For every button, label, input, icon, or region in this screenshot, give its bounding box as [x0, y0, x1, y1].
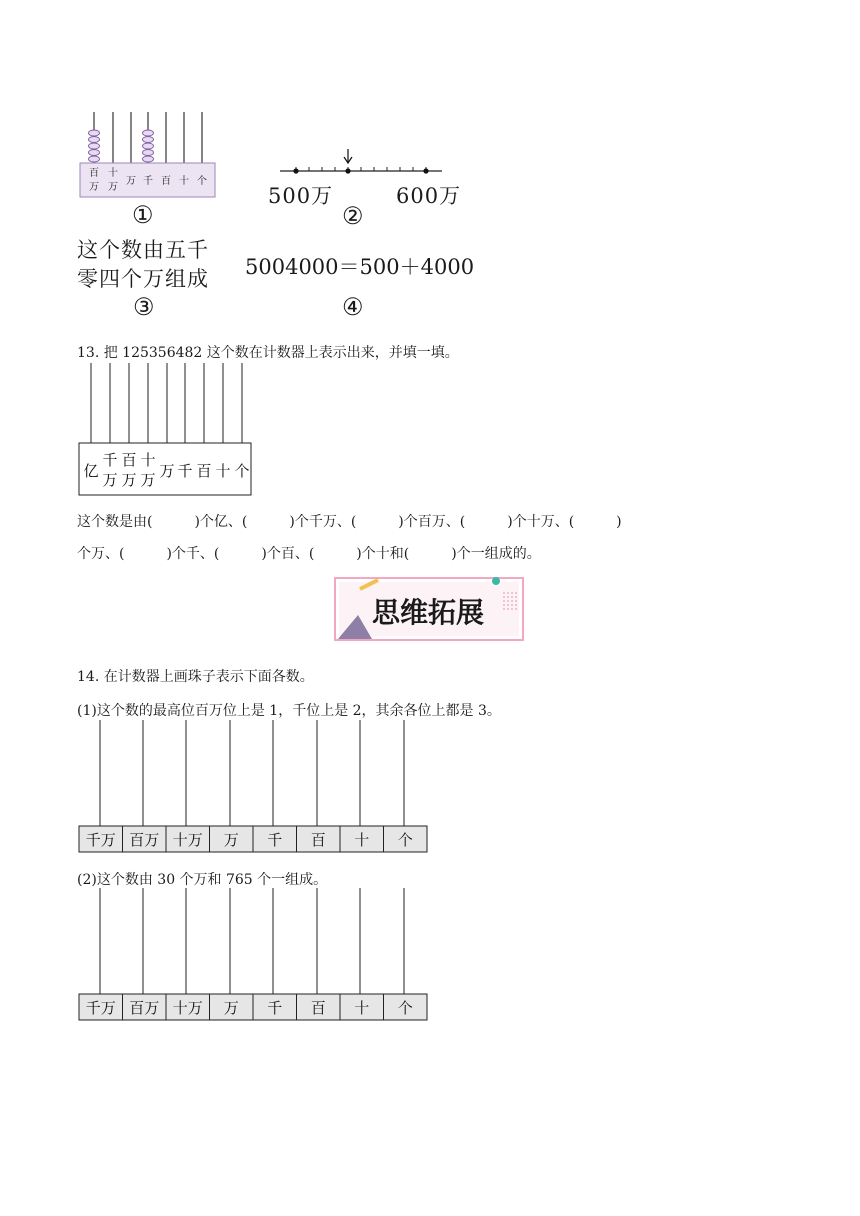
abacus-13-label: 千	[102, 451, 118, 469]
abacus-14-label: 个	[397, 831, 413, 849]
banner-dot	[503, 604, 505, 606]
abacus-13-label: 个	[234, 462, 250, 480]
question-14-part-1: (1)这个数的最高位百万位上是 1，千位上是 2，其余各位上都是 3。	[77, 703, 501, 719]
abacus-14-label: 千万	[85, 999, 116, 1017]
abacus-13-label: 亿	[83, 462, 99, 480]
banner-dot	[507, 600, 509, 602]
number-line-right-label: 600万	[396, 184, 462, 208]
figure-1	[70, 108, 230, 233]
abacus-14-label: 十	[354, 831, 370, 849]
figure-2-number: ②	[342, 202, 364, 230]
arrow-down-icon	[344, 149, 352, 163]
abacus-1-label: 十	[108, 168, 118, 179]
question-14-part-2: (2)这个数由 30 个万和 765 个一组成。	[77, 872, 328, 888]
figure-3-number: ③	[133, 293, 155, 321]
abacus-14-label: 万	[223, 999, 239, 1017]
figure-3-line-1: 这个数由五千	[77, 238, 209, 262]
abacus-14-label: 个	[397, 999, 413, 1017]
question-14-title: 14. 在计数器上画珠子表示下面各数。	[77, 669, 314, 685]
abacus-1-bead	[143, 150, 154, 156]
abacus-1-bead	[89, 156, 100, 162]
abacus-13-label: 十	[140, 451, 156, 469]
figure-3-line-2: 零四个万组成	[77, 267, 209, 291]
banner-dot	[503, 592, 505, 594]
abacus-1-label: 十	[179, 176, 189, 187]
abacus-1-bead	[89, 143, 100, 149]
abacus-1-bead	[143, 156, 154, 162]
abacus-13-label: 万	[159, 462, 175, 480]
banner-dot	[511, 604, 513, 606]
banner-dot	[515, 608, 517, 610]
banner-dot	[515, 592, 517, 594]
abacus-1-label: 百	[89, 168, 99, 179]
abacus-14-label: 千	[267, 831, 283, 849]
banner-dot	[511, 592, 513, 594]
banner-dot	[515, 600, 517, 602]
banner-dot	[511, 600, 513, 602]
abacus-1-label: 万	[108, 182, 118, 193]
thinking-extension-banner	[334, 575, 526, 643]
question-13-fill-line-2[interactable]: 个万、( )个千、( )个百、( )个十和( )个一组成的。	[77, 546, 541, 562]
banner-dot	[507, 608, 509, 610]
abacus-1-label: 个	[197, 176, 207, 187]
question-13-title: 13. 把 125356482 这个数在计数器上表示出来，并填一填。	[77, 345, 459, 361]
abacus-1-bead	[143, 130, 154, 136]
abacus-13-label: 千	[177, 462, 193, 480]
abacus-1-bead	[89, 137, 100, 143]
abacus-1-bead	[143, 143, 154, 149]
figure-4-equation: 5004000＝500＋4000	[245, 255, 475, 279]
figure-2	[262, 140, 462, 235]
abacus-1-bead	[89, 130, 100, 136]
banner-dot	[507, 592, 509, 594]
abacus-14-label: 千万	[85, 831, 116, 849]
banner-dot	[515, 604, 517, 606]
banner-dot	[503, 596, 505, 598]
abacus-13-label: 万	[140, 471, 156, 489]
banner-dot	[507, 604, 509, 606]
banner-dot	[511, 596, 513, 598]
abacus-14-label: 万	[223, 831, 239, 849]
abacus-1-label: 百	[161, 176, 171, 187]
abacus-14-label: 百万	[129, 831, 160, 849]
abacus-14-label: 百万	[129, 999, 160, 1017]
abacus-1-bead	[89, 150, 100, 156]
number-line-left-label: 500万	[268, 184, 334, 208]
abacus-13-label: 十	[215, 462, 231, 480]
abacus-1	[70, 108, 230, 203]
abacus-13[interactable]	[76, 360, 256, 500]
abacus-14-label: 百	[310, 831, 326, 849]
banner-title: 思维拓展	[371, 596, 485, 629]
abacus-14-label: 十	[354, 999, 370, 1017]
abacus-1-label: 万	[89, 182, 99, 193]
abacus-13-label: 百	[196, 462, 212, 480]
banner-dot	[503, 608, 505, 610]
banner-dot	[511, 608, 513, 610]
banner-dot	[515, 596, 517, 598]
figure-4-number: ④	[342, 293, 364, 321]
abacus-14-label: 百	[310, 999, 326, 1017]
abacus-14-2[interactable]	[76, 884, 428, 1024]
abacus-1-label: 万	[126, 176, 136, 187]
abacus-14-label: 十万	[172, 831, 203, 849]
figure-1-number: ①	[132, 201, 154, 229]
abacus-1-bead	[143, 137, 154, 143]
abacus-1-label: 千	[143, 176, 153, 187]
banner-dot	[507, 596, 509, 598]
banner-dot	[503, 600, 505, 602]
abacus-14-label: 十万	[172, 999, 203, 1017]
abacus-13-label: 万	[102, 471, 118, 489]
abacus-13-label: 百	[121, 451, 137, 469]
abacus-14-1[interactable]	[76, 716, 428, 856]
abacus-14-label: 千	[267, 999, 283, 1017]
question-13-fill-line-1[interactable]: 这个数是由( )个亿、( )个千万、( )个百万、( )个十万、( )	[77, 514, 622, 530]
abacus-13-label: 万	[121, 471, 137, 489]
